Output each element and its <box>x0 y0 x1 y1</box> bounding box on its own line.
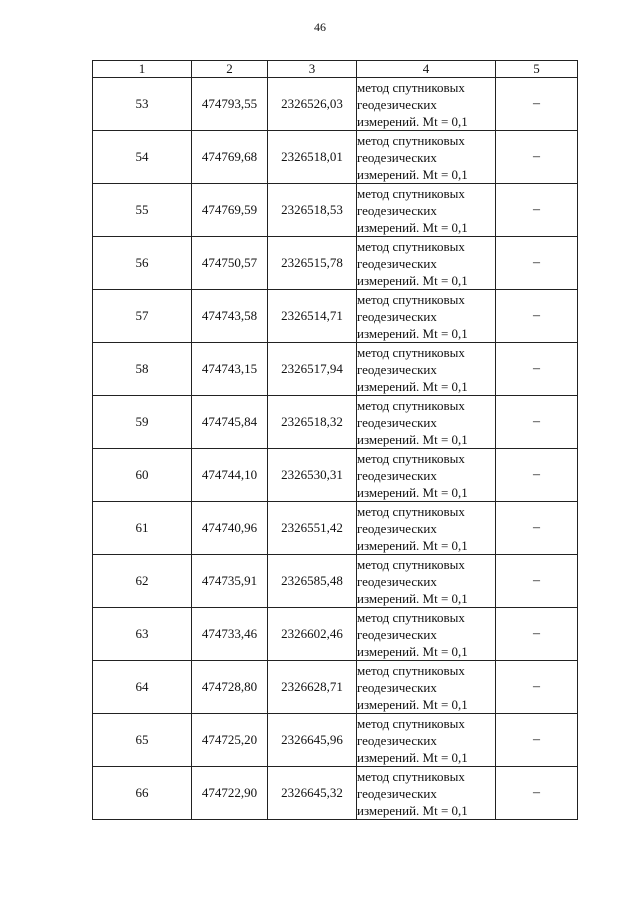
method-description <box>357 608 496 661</box>
point-number: 63 <box>93 608 192 661</box>
method-line: геодезических <box>357 361 437 377</box>
point-number: 60 <box>93 449 192 502</box>
column-5-value: – <box>496 290 578 343</box>
method-line: метод спутниковых <box>357 556 465 572</box>
coordinate-x: 474793,55 <box>192 78 268 131</box>
table-row <box>93 396 578 449</box>
coordinate-x: 474722,90 <box>192 767 268 820</box>
coordinate-y: 2326645,96 <box>268 714 357 767</box>
column-5-value: – <box>496 661 578 714</box>
coordinate-y: 2326514,71 <box>268 290 357 343</box>
method-line: измерений. Mt = 0,1 <box>357 113 468 129</box>
method-description <box>357 343 496 396</box>
coordinate-y: 2326518,53 <box>268 184 357 237</box>
coordinate-x: 474743,58 <box>192 290 268 343</box>
page-number: 46 <box>314 20 326 34</box>
method-description <box>357 767 496 820</box>
header-col-4: 4 <box>357 61 496 78</box>
coordinate-y: 2326518,01 <box>268 131 357 184</box>
method-description <box>357 78 496 131</box>
method-line: метод спутниковых <box>357 132 465 148</box>
column-5-value: – <box>496 396 578 449</box>
point-number: 66 <box>93 767 192 820</box>
coordinate-y: 2326628,71 <box>268 661 357 714</box>
method-line: геодезических <box>357 467 437 483</box>
table-body <box>93 78 578 820</box>
column-5-value: – <box>496 237 578 290</box>
method-line: геодезических <box>357 573 437 589</box>
method-line: метод спутниковых <box>357 609 465 625</box>
method-line: измерений. Mt = 0,1 <box>357 537 468 553</box>
method-description <box>357 502 496 555</box>
method-line: геодезических <box>357 679 437 695</box>
coordinate-y: 2326517,94 <box>268 343 357 396</box>
column-5-value: – <box>496 131 578 184</box>
point-number: 64 <box>93 661 192 714</box>
column-5-value: – <box>496 608 578 661</box>
method-description <box>357 396 496 449</box>
column-5-value: – <box>496 767 578 820</box>
table-row <box>93 78 578 131</box>
coordinate-x: 474735,91 <box>192 555 268 608</box>
coordinate-y: 2326515,78 <box>268 237 357 290</box>
method-line: метод спутниковых <box>357 450 465 466</box>
table-row <box>93 184 578 237</box>
coordinate-x: 474769,59 <box>192 184 268 237</box>
method-description <box>357 661 496 714</box>
header-col-2: 2 <box>192 61 268 78</box>
method-line: измерений. Mt = 0,1 <box>357 749 468 765</box>
column-5-value: – <box>496 184 578 237</box>
method-line: измерений. Mt = 0,1 <box>357 325 468 341</box>
method-line: измерений. Mt = 0,1 <box>357 643 468 659</box>
method-description <box>357 714 496 767</box>
method-line: метод спутниковых <box>357 397 465 413</box>
coordinate-y: 2326526,03 <box>268 78 357 131</box>
coordinate-x: 474745,84 <box>192 396 268 449</box>
coordinate-y: 2326518,32 <box>268 396 357 449</box>
point-number: 61 <box>93 502 192 555</box>
table-row <box>93 714 578 767</box>
method-line: геодезических <box>357 785 437 801</box>
coordinate-x: 474744,10 <box>192 449 268 502</box>
method-line: метод спутниковых <box>357 662 465 678</box>
coordinate-y: 2326602,46 <box>268 608 357 661</box>
method-line: измерений. Mt = 0,1 <box>357 378 468 394</box>
method-description <box>357 237 496 290</box>
method-line: метод спутниковых <box>357 238 465 254</box>
point-number: 62 <box>93 555 192 608</box>
coordinate-y: 2326645,32 <box>268 767 357 820</box>
method-description <box>357 449 496 502</box>
point-number: 56 <box>93 237 192 290</box>
coordinate-x: 474743,15 <box>192 343 268 396</box>
coordinate-x: 474740,96 <box>192 502 268 555</box>
method-line: метод спутниковых <box>357 503 465 519</box>
method-line: метод спутниковых <box>357 291 465 307</box>
point-number: 57 <box>93 290 192 343</box>
method-line: измерений. Mt = 0,1 <box>357 802 468 818</box>
method-line: измерений. Mt = 0,1 <box>357 272 468 288</box>
coordinate-x: 474725,20 <box>192 714 268 767</box>
method-line: метод спутниковых <box>357 768 465 784</box>
table-row <box>93 449 578 502</box>
coordinate-x: 474769,68 <box>192 131 268 184</box>
point-number: 59 <box>93 396 192 449</box>
table-row <box>93 555 578 608</box>
method-line: метод спутниковых <box>357 715 465 731</box>
table-header-row <box>93 61 578 78</box>
method-line: измерений. Mt = 0,1 <box>357 166 468 182</box>
method-description <box>357 555 496 608</box>
method-line: измерений. Mt = 0,1 <box>357 219 468 235</box>
method-line: геодезических <box>357 202 437 218</box>
method-line: геодезических <box>357 520 437 536</box>
column-5-value: – <box>496 502 578 555</box>
method-line: геодезических <box>357 255 437 271</box>
method-line: геодезических <box>357 626 437 642</box>
table-row <box>93 608 578 661</box>
point-number: 58 <box>93 343 192 396</box>
method-line: геодезических <box>357 414 437 430</box>
method-description <box>357 184 496 237</box>
table-row <box>93 502 578 555</box>
header-col-1: 1 <box>93 61 192 78</box>
header-col-3: 3 <box>268 61 357 78</box>
table-row <box>93 661 578 714</box>
method-description <box>357 290 496 343</box>
table-row <box>93 131 578 184</box>
coordinate-y: 2326551,42 <box>268 502 357 555</box>
column-5-value: – <box>496 78 578 131</box>
method-line: измерений. Mt = 0,1 <box>357 484 468 500</box>
column-5-value: – <box>496 449 578 502</box>
coordinate-x: 474728,80 <box>192 661 268 714</box>
column-5-value: – <box>496 343 578 396</box>
table-row <box>93 767 578 820</box>
method-line: геодезических <box>357 732 437 748</box>
method-line: метод спутниковых <box>357 79 465 95</box>
point-number: 65 <box>93 714 192 767</box>
method-line: измерений. Mt = 0,1 <box>357 431 468 447</box>
coordinate-x: 474750,57 <box>192 237 268 290</box>
table-row <box>93 343 578 396</box>
method-line: геодезических <box>357 149 437 165</box>
table-row <box>93 237 578 290</box>
coordinate-y: 2326530,31 <box>268 449 357 502</box>
coordinate-y: 2326585,48 <box>268 555 357 608</box>
method-line: метод спутниковых <box>357 185 465 201</box>
point-number: 54 <box>93 131 192 184</box>
table-row <box>93 290 578 343</box>
method-description <box>357 131 496 184</box>
point-number: 53 <box>93 78 192 131</box>
column-5-value: – <box>496 555 578 608</box>
method-line: измерений. Mt = 0,1 <box>357 590 468 606</box>
point-number: 55 <box>93 184 192 237</box>
header-col-5: 5 <box>496 61 578 78</box>
method-line: геодезических <box>357 96 437 112</box>
column-5-value: – <box>496 714 578 767</box>
method-line: измерений. Mt = 0,1 <box>357 696 468 712</box>
method-line: метод спутниковых <box>357 344 465 360</box>
coordinates-table <box>92 60 578 820</box>
coordinate-x: 474733,46 <box>192 608 268 661</box>
method-line: геодезических <box>357 308 437 324</box>
